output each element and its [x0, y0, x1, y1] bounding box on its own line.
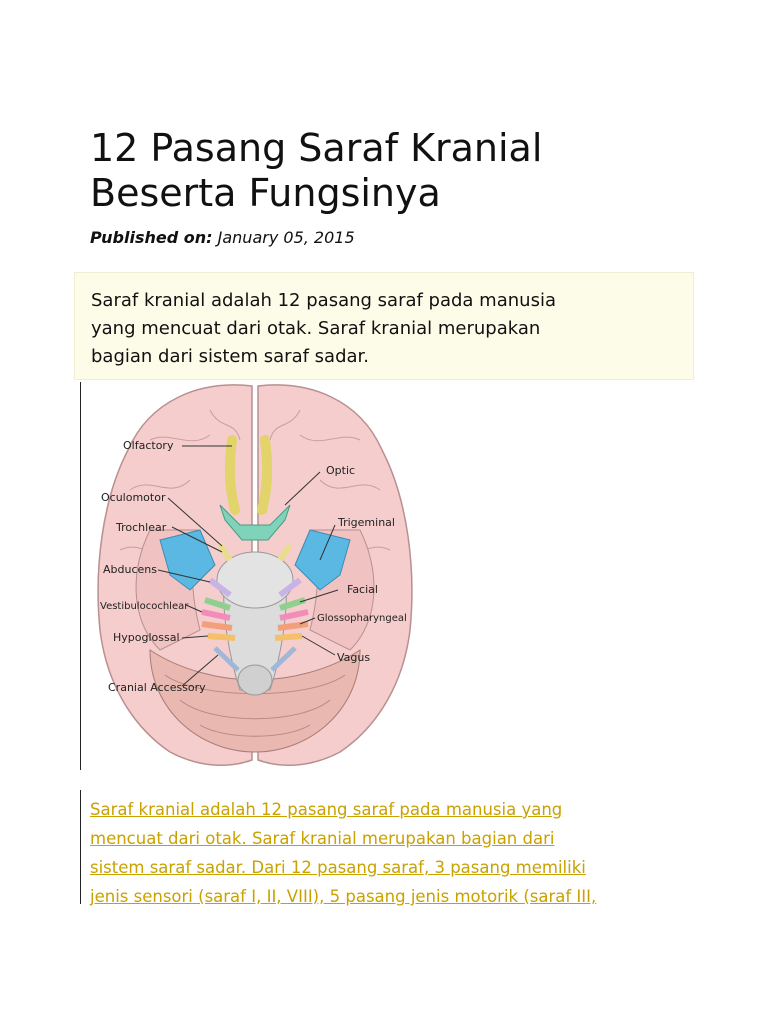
vagus-nerve [208, 636, 235, 638]
published-label: Published on: [90, 228, 213, 247]
summary-box [74, 272, 694, 380]
label-olfactory: Olfactory [123, 439, 174, 452]
link-line: jenis sensori (saraf I, II, VIII), 5 pasang jenis motorik (saraf III, [90, 887, 597, 906]
published-info [90, 228, 355, 247]
olfactory-nerve [230, 440, 235, 510]
label-glossopharyngeal: Glossopharyngeal [317, 613, 407, 624]
title-line-1: 12 Pasang Saraf Kranial [90, 126, 543, 170]
label-vagus: Vagus [337, 651, 371, 664]
link-line: Saraf kranial adalah 12 pasang saraf pada manusia yang [90, 800, 563, 819]
label-facial: Facial [347, 583, 378, 596]
label-cranial-accessory: Cranial Accessory [108, 681, 206, 694]
title-line-2: Beserta Fungsinya [90, 171, 441, 215]
label-optic: Optic [326, 464, 356, 477]
summary-line: Saraf kranial adalah 12 pasang saraf pada manusia [91, 290, 556, 311]
published-date: January 05, 2015 [217, 228, 355, 247]
label-hypoglossal: Hypoglossal [113, 631, 180, 644]
label-oculomotor: Oculomotor [101, 491, 166, 504]
link-line: mencuat dari otak. Saraf kranial merupakan bagian dari [90, 829, 555, 848]
label-trochlear: Trochlear [116, 521, 167, 534]
label-trigeminal: Trigeminal [338, 516, 395, 529]
label-abducens: Abducens [103, 563, 157, 576]
link-line: sistem saraf sadar. Dari 12 pasang saraf, 3 pasang memiliki [90, 858, 586, 877]
glossopharyngeal-nerve [202, 624, 232, 628]
article-link[interactable] [90, 795, 690, 911]
page-title [90, 126, 710, 216]
summary-line: yang mencuat dari otak. Saraf kranial merupakan [91, 318, 541, 339]
label-vestibulocochlear: Vestibulocochlear [100, 601, 189, 612]
summary-line: bagian dari sistem saraf sadar. [91, 346, 369, 367]
quote-bar [80, 382, 81, 770]
quote-bar [80, 790, 81, 904]
cranial-nerves-diagram [90, 380, 420, 770]
